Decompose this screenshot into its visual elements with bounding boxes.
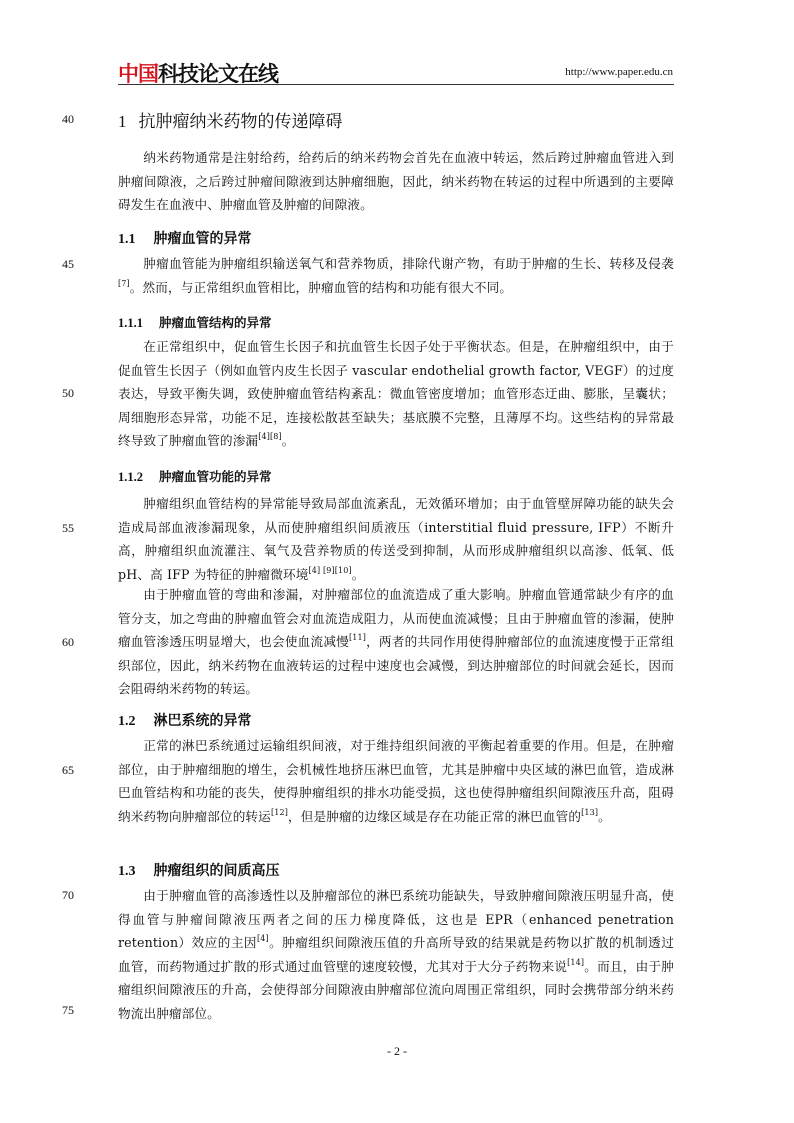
header-rule <box>118 84 674 85</box>
section-heading <box>118 107 343 132</box>
paragraph-text: 由于肿瘤血管的弯曲和渗漏，对肿瘤部位的血流造成了重大影响。肿瘤血管通常缺少有序的血管分支，加之弯曲的肿瘤血管会对血流造成阻力，从而使血流减慢；且由于肿瘤血管的渗漏，使肿瘤血管渗透压明显增大，也会使血流减慢 <box>118 587 674 649</box>
paragraph <box>118 734 674 828</box>
intro-paragraph: 纳米药物通常是注射给药，给药后的纳米药物会首先在血液中转运，然后跨过肿瘤血管进入到肿瘤间隙液，之后跨过肿瘤间隙液到达肿瘤细胞，因此，纳米药物在转运的过程中所遇到的主要障碍发生在血液中、肿瘤血管及肿瘤的间隙液。 <box>118 150 674 212</box>
paragraph-text: 肿瘤血管能为肿瘤组织输送氧气和营养物质，排除代谢产物，有助于肿瘤的生长、转移及侵袭 <box>143 256 674 271</box>
line-number: 60 <box>62 635 74 649</box>
subsubsection-heading <box>118 313 272 331</box>
citation[interactable]: [4] <box>256 934 269 943</box>
citation[interactable]: [4] [9][10] <box>308 565 352 575</box>
subsection-title: 肿瘤血管的异常 <box>153 231 252 247</box>
subsubsection-number: 1.1.2 <box>118 470 143 484</box>
subsubsection-title: 肿瘤血管结构的异常 <box>159 315 272 330</box>
line-number: 70 <box>62 888 74 902</box>
paragraph-text: 。 <box>351 566 365 582</box>
logo-part-red: 中国 <box>118 62 158 86</box>
subsection-heading <box>118 228 252 248</box>
line-number: 45 <box>62 257 74 271</box>
line-number: 50 <box>62 386 74 400</box>
subsection-title: 肿瘤组织的间质高压 <box>153 863 280 879</box>
subsection-number: 1.3 <box>118 864 136 879</box>
citation[interactable]: [11] <box>348 633 367 642</box>
paragraph-text: 正常的淋巴系统通过运输组织间液，对于维持组织间液的平衡起着重要的作用。但是，在肿瘤部位，由于肿瘤细胞的增生，会机械性地挤压淋巴血管，尤其是肿瘤中央区域的淋巴血管，造成淋巴血管结构和功能的丧失，使得肿瘤组织的排水功能受损，这也使得肿瘤组织间隙液压升高，阻碍纳米药物向肿瘤部位的转运 <box>118 738 674 824</box>
paragraph-text: 。 <box>281 433 295 448</box>
citation[interactable]: [7] <box>118 278 130 288</box>
paragraph-text: 在正常组织中，促血管生长因子和抗血管生长因子处于平衡状态。但是，在肿瘤组织中，由于促血管生长因子（例如血管内皮生长因子 vascular endothelial growth factor, VEGF）的过度表达，导致平衡失调，致使肿瘤血管结构紊乱：微血管密度增加；血管形态迂曲、膨胀，呈囊状；周细胞形态异常，功能不足，连接松散甚至缺失；基底膜不完整，且薄厚不均。这些结构的异常最终导致了肿瘤血管的渗漏 <box>118 339 674 448</box>
logo-part-black: 科技论文在线 <box>158 62 278 86</box>
line-number: 65 <box>62 763 74 777</box>
paragraph-text: ，两者的共同作用使得肿瘤部位的血流速度慢于正常组织部位，因此，纳米药物在血液转运的过程中速度也会减慢，到达肿瘤部位的时间就会延长，因而会阻碍纳米药物的转运。 <box>118 634 674 696</box>
section-number: 1 <box>118 112 127 131</box>
citation[interactable]: [14] <box>567 957 585 967</box>
subsection-number: 1.1 <box>118 232 136 247</box>
paragraph <box>118 252 674 299</box>
page-number: - 2 - <box>387 1044 407 1058</box>
paragraph-text: 由于肿瘤血管的高渗透性以及肿瘤部位的淋巴系统功能缺失，导致肿瘤间隙液压明显升高，使得血管与肿瘤间隙液压两者之间的压力梯度降低，这也是 EPR（enhanced penetration retention）效应的主因 <box>118 888 674 950</box>
subsection-heading <box>118 860 280 880</box>
citation[interactable]: [12] <box>270 807 288 817</box>
paragraph-text: 。 <box>598 808 611 824</box>
subsubsection-title: 肿瘤血管功能的异常 <box>159 469 272 484</box>
paragraph <box>118 492 674 586</box>
header-url[interactable]: http://www.paper.edu.cn <box>565 66 673 78</box>
paragraph-text: 。肿瘤组织间隙液压值的升高所导致的结果就是药物以扩散的机制透过血管，而药物通过扩散的形式通过血管壁的速度较慢，尤其对于大分子药物来说 <box>118 935 674 974</box>
paragraph <box>118 583 674 701</box>
paragraph-text: 。然而，与正常组织血管相比，肿瘤血管的结构和功能有很大不同。 <box>129 279 513 295</box>
paragraph-text: 肿瘤组织血管结构的异常能导致局部血流紊乱，无效循环增加；由于血管壁屏障功能的缺失会造成局部血液渗漏现象，从而使肿瘤组织间质液压（interstitial fluid pressure, IFP）不断升高，肿瘤组织血流灌注、氧气及营养物质的传送受到抑制，从而形成肿瘤组织以高渗、低氧、低 pH、高 IFP 为特征的肿瘤微环境 <box>118 496 674 582</box>
subsection-number: 1.2 <box>118 714 136 729</box>
paragraph-text: 。而且，由于肿瘤组织间隙液压的升高，会使得部分间隙液由肿瘤部位流向周围正常组织，同时会携带部分纳米药物流出肿瘤部位。 <box>118 958 674 1021</box>
citation[interactable]: [4][8] <box>258 432 282 441</box>
citation[interactable]: [13] <box>581 807 599 817</box>
line-number: 55 <box>62 521 74 535</box>
line-number: 40 <box>62 112 74 126</box>
subsection-heading <box>118 710 252 730</box>
paragraph <box>118 884 674 1025</box>
line-number: 75 <box>62 1003 74 1017</box>
subsection-title: 淋巴系统的异常 <box>153 713 252 729</box>
subsubsection-heading <box>118 467 272 485</box>
subsubsection-number: 1.1.1 <box>118 316 143 330</box>
paragraph <box>118 335 674 453</box>
paragraph-text: ，但是肿瘤的边缘区域是存在功能正常的淋巴血管的 <box>287 808 582 824</box>
section-title: 抗肿瘤纳米药物的传递障碍 <box>138 112 343 132</box>
